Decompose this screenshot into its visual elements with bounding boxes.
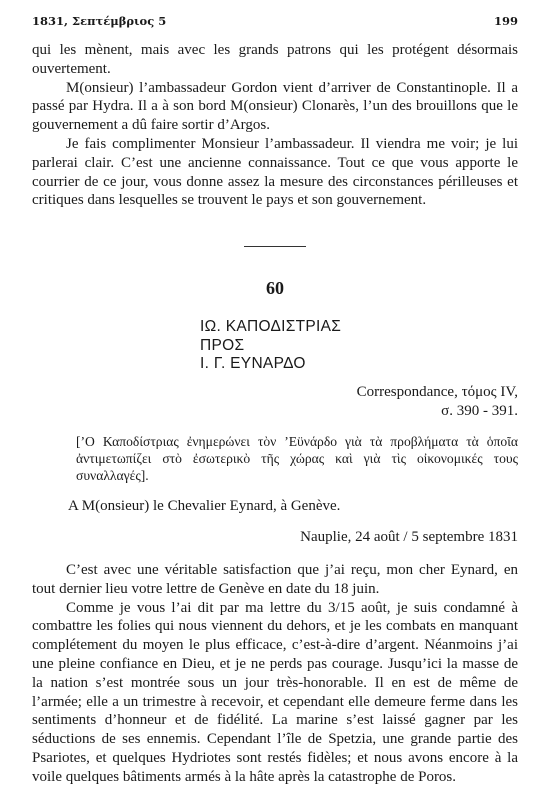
previous-letter-ending <box>32 41 518 210</box>
letter-dateline: Nauplie, 24 août / 5 septembre 1831 <box>300 529 518 545</box>
paragraph: qui les mènent, mais avec les grands patrons qui les protégent désormais ouvertement. <box>32 42 518 77</box>
heading-preposition: ΠΡΟΣ <box>200 336 245 354</box>
running-head-date: 1831, Σεπτέμβριος 5 <box>32 14 167 28</box>
running-head <box>32 14 518 30</box>
heading-sender: ΙΩ. ΚΑΠΟΔΙΣΤΡΙΑΣ <box>200 318 342 335</box>
editorial-summary: [’Ο Καποδίστριας ἐνημερώνει τὸν ’Εϋνάρδο γιὰ τὰ προβλήματα τὰ ὁποῖα ἀντιμετωπίζει στὸ ἐσωτερικὸ τῆς χώρας καὶ γιὰ τὶς οἰκονομικές τους συναλλαγές]. <box>76 434 518 483</box>
paragraph: C’est avec une véritable satisfaction que j’ai reçu, mon cher Eynard, en tout dernier lieu votre lettre de Genève en date du 18 juin. <box>32 562 518 597</box>
page-number: 199 <box>493 14 518 28</box>
heading-recipient: Ι. Γ. ΕΥΝΑΡΔΟ <box>200 355 306 372</box>
document-number: 60 <box>266 278 284 298</box>
paragraph: Comme je vous l’ai dit par ma lettre du 3/15 août, je suis condamné à combattre les folies qui nous viennent du dehors, et je les combats en manquant complétement du moyen le plus efficace, c’est-à-dire d’argent. Néanmoins j’ai une pleine confiance en Dieu, et je ne perds pas courage. Jusqu’ici la masse de la nation s’est montrée sous un jour très-honorable. Il en est de même de l’armée; elle a un trimestre à recevoir, et cependant elle demeure ferme dans les sentiments d’honneur et de fidélité. La marine s’est laissé gagner par les séductions de ses ennemis. Cependant l’île de Spetzia, une grande partie des Psariotes, et quelques Hydriotes sont restés fidèles; et nous avons encore à la voile quelques bâtiments armés à la hâte après la catastrophe de Poros. <box>32 599 518 785</box>
source-pages: σ. 390 - 391. <box>441 403 518 419</box>
letter-heading <box>200 318 341 374</box>
source-line: Correspondance, τόμος IV, <box>356 384 518 400</box>
paragraph: M(onsieur) l’ambassadeur Gordon vient d’arriver de Constantinople. Il a passé par Hydra. Il a à son bord M(onsieur) Clonarès, l’un des brouillons que le gouvernement a dû faire sortir d’Argos. <box>32 79 518 134</box>
paragraph: Je fais complimenter Monsieur l’ambassadeur. Il viendra me voir; je lui parlerai clair. C’est une ancienne connaissance. Tout ce que vous apporte le courrier de ce jour, vous donne assez la mesure des circonstances périlleuses et critiques dans lesquelles se trouvent le pays et son gouvernement. <box>32 135 518 209</box>
source-reference <box>357 383 518 421</box>
letter-address: A M(onsieur) le Chevalier Eynard, à Genève. <box>68 498 341 514</box>
letter-body <box>32 561 518 787</box>
section-divider <box>244 246 306 247</box>
